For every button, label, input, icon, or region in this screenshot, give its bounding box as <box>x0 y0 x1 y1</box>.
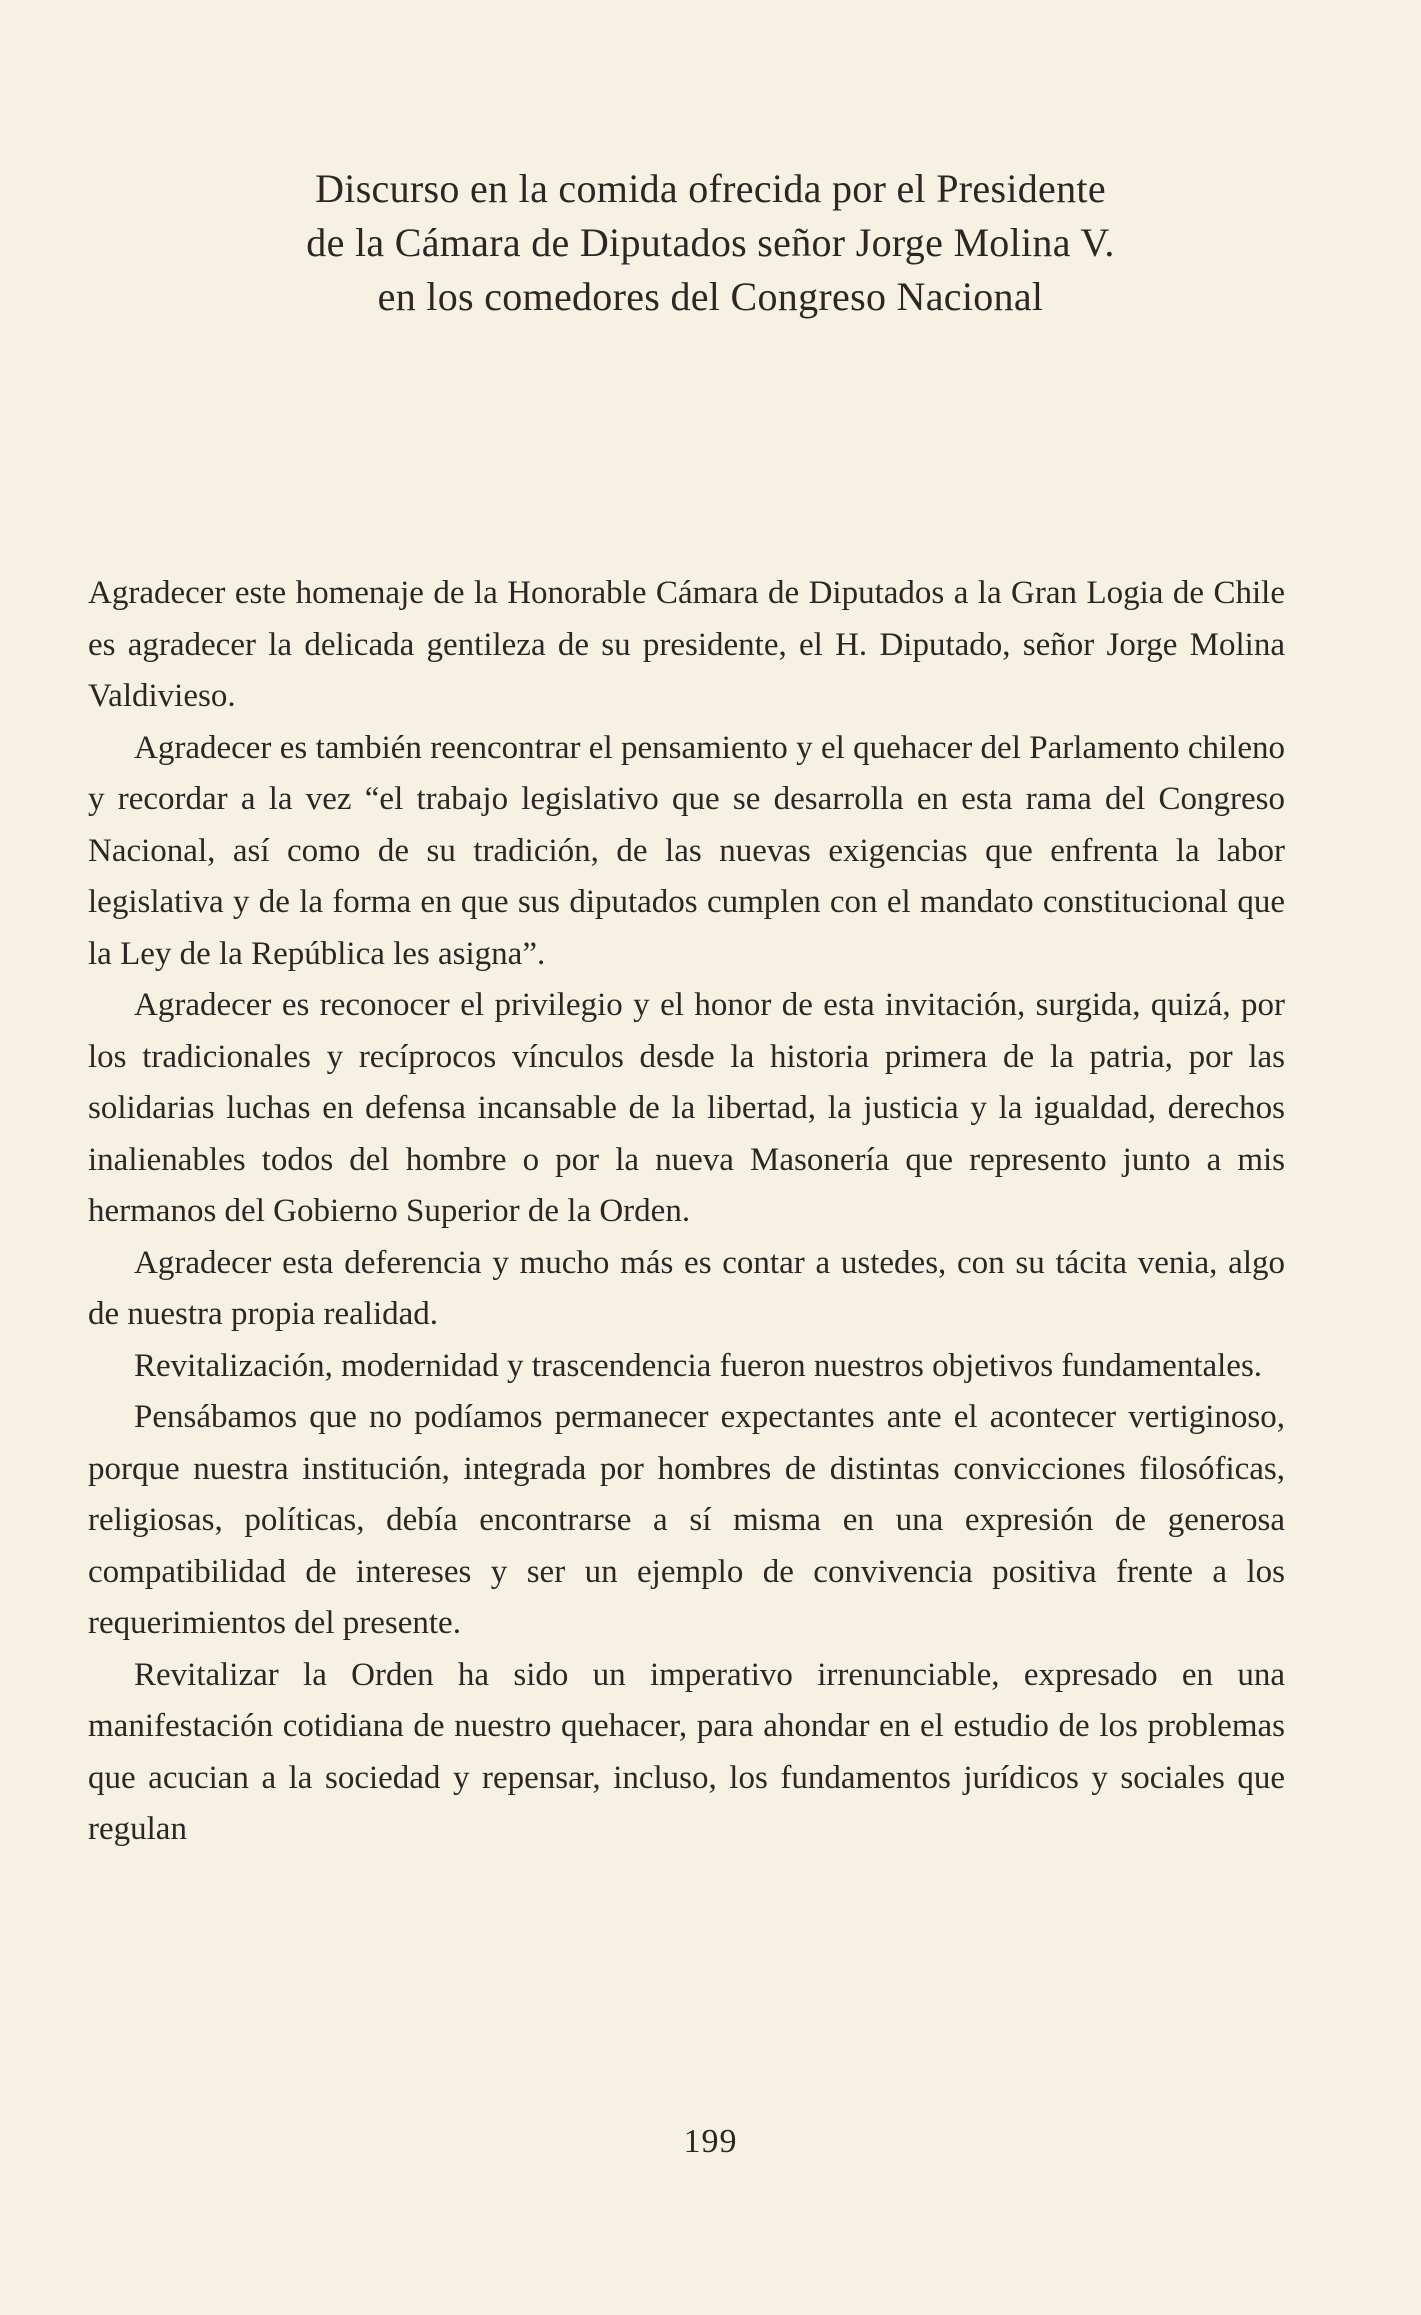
body-text <box>88 568 1285 1856</box>
paragraph-4: Agradecer esta deferencia y mucho más es contar a ustedes, con su tácita venia, algo de nuestra propia realidad. <box>88 1244 1285 1332</box>
paragraph-6: Pensábamos que no podíamos permanecer expectantes ante el acontecer vertiginoso, porque nuestra institución, integrada por hombres de distintas convicciones filosóficas, religiosas, políticas, debía encontrarse a sí misma en una expresión de generosa compatibilidad de intereses y ser un ejemplo de convivencia positiva frente a los requerimientos del presente. <box>88 1399 1285 1641</box>
paragraph-5: Revitalización, modernidad y trascendencia fueron nuestros objetivos fundamentales. <box>134 1347 1263 1384</box>
title-line-3: en los comedores del Congreso Nacional <box>377 274 1044 319</box>
paragraph-2: Agradecer es también reencontrar el pensamiento y el quehacer del Parlamento chileno y recordar a la vez “el trabajo legislativo que se desarrolla en esta rama del Congreso Nacional, así como de su tradición, de las nuevas exigencias que enfrenta la labor legislativa y de la forma en que sus diputados cumplen con el mandato constitucional que la Ley de la República les asigna”. <box>88 729 1285 972</box>
page-title <box>90 162 1331 324</box>
paragraph-7: Revitalizar la Orden ha sido un imperativo irrenunciable, expresado en una manifestación cotidiana de nuestro quehacer, para ahondar en el estudio de los problemas que acucian a la sociedad y repensar, incluso, los fundamentos jurídicos y sociales que regulan <box>88 1656 1285 1847</box>
paragraph-3: Agradecer es reconocer el privilegio y el honor de esta invitación, surgida, quizá, por los tradicionales y recíprocos vínculos desde la historia primera de la patria, por las solidarias luchas en defensa incansable de la libertad, la justicia y la igualdad, derechos inalienables todos del hombre o por la nueva Masonería que represento junto a mis hermanos del Gobierno Superior de la Orden. <box>88 987 1285 1229</box>
title-line-2: de la Cámara de Diputados señor Jorge Molina V. <box>306 220 1115 265</box>
page-number: 199 <box>683 2123 738 2160</box>
title-line-1: Discurso en la comida ofrecida por el Presidente <box>315 166 1106 211</box>
paragraph-1: Agradecer este homenaje de la Honorable Cámara de Diputados a la Gran Logia de Chile es agradecer la delicada gentileza de su presidente, el H. Diputado, señor Jorge Molina Valdivieso. <box>88 575 1285 714</box>
